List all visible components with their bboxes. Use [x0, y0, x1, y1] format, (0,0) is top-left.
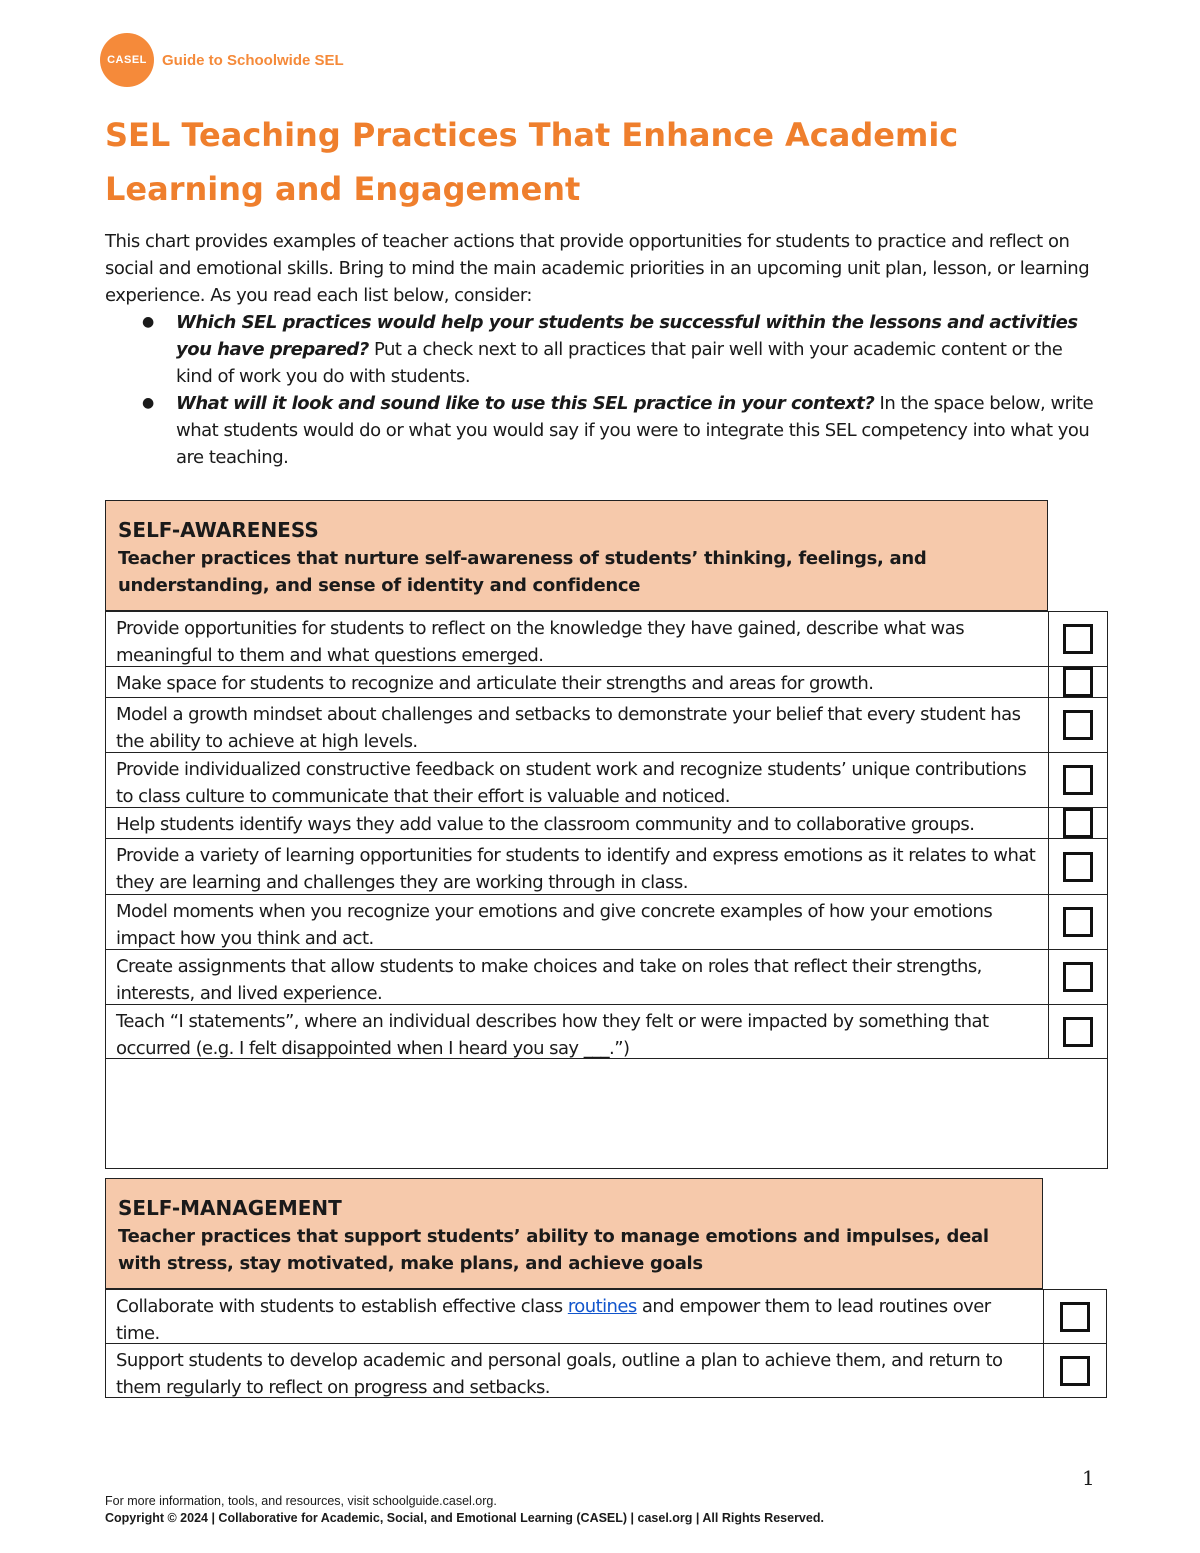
practice-row [105, 667, 1108, 698]
practice-row [105, 1289, 1107, 1344]
checkbox-cell [1048, 950, 1107, 1004]
checkbox-cell [1048, 895, 1107, 949]
practice-checkbox[interactable] [1063, 852, 1093, 882]
intro-paragraph: This chart provides examples of teacher actions that provide opportunities for students to practice and reflect on social and emotional skills. Bring to mind the main academic priorities in an upcoming unit plan, lesson, or learning experience. As you read each list below, consider: [105, 231, 1090, 306]
bullet-bold-text: Which SEL practices would help your students be successful within the lessons and activities you have prepared? [176, 312, 1078, 360]
bullet-text: Put a check next to all practices that pair well with your academic content or the kind of work you do with students. [176, 339, 1063, 387]
checkbox-cell [1048, 612, 1107, 666]
bullet-text: In the space below, write what students would do or what you would say if you were to integrate this SEL competency into what you are teaching. [176, 393, 1094, 468]
practice-row [105, 1005, 1108, 1059]
practice-checkbox[interactable] [1063, 907, 1093, 937]
intro-bullets [105, 309, 1095, 471]
practice-text: Model a growth mindset about challenges and setbacks to demonstrate your belief that every student has the ability to achieve at high levels. [116, 704, 1021, 752]
self-management-section [105, 1178, 1107, 1398]
footer-info: For more information, tools, and resources, visit schoolguide.casel.org. [105, 1494, 497, 1508]
practice-checkbox[interactable] [1063, 667, 1093, 697]
intro-bullet [142, 309, 1095, 390]
practice-checkbox[interactable] [1063, 765, 1093, 795]
intro [105, 228, 1095, 471]
practice-text-part: and empower them to lead routines over time. [116, 1296, 991, 1344]
practice-text: Provide opportunities for students to reflect on the knowledge they have gained, describe what was meaningful to them and what questions emerged. [116, 618, 965, 666]
checkbox-cell [1048, 1005, 1107, 1058]
practice-text [106, 1290, 1043, 1343]
bullet-bold-text: What will it look and sound like to use this SEL practice in your context? [176, 393, 875, 414]
practice-checkbox[interactable] [1060, 1302, 1090, 1332]
practice-row [105, 753, 1108, 808]
practice-checkbox[interactable] [1063, 710, 1093, 740]
section-title: SELF-AWARENESS [118, 518, 319, 542]
practice-row [105, 611, 1108, 667]
notes-area[interactable] [105, 1059, 1108, 1169]
practice-text: Make space for students to recognize and articulate their strengths and areas for growth. [116, 673, 874, 694]
checkbox-cell [1043, 1344, 1106, 1397]
practice-checkbox[interactable] [1063, 1017, 1093, 1047]
checkbox-cell [1048, 808, 1107, 838]
practice-text-part: Collaborate with students to establish effective class [116, 1296, 568, 1317]
checkbox-cell [1048, 753, 1107, 807]
checkbox-cell [1048, 698, 1107, 752]
practice-checkbox[interactable] [1063, 808, 1093, 838]
practice-checkbox[interactable] [1063, 624, 1093, 654]
casel-logo: CASEL [100, 33, 154, 87]
practice-checkbox[interactable] [1063, 962, 1093, 992]
self-awareness-section [105, 500, 1108, 1169]
practice-text: Model moments when you recognize your emotions and give concrete examples of how your emotions impact how you think and act. [116, 901, 993, 949]
practice-text: Provide a variety of learning opportunities for students to identify and express emotions as it relates to what they are learning and challenges they are working through in class. [116, 845, 1036, 893]
document-title: SEL Teaching Practices That Enhance Academic Learning and Engagement [105, 116, 959, 208]
intro-bullet [142, 390, 1095, 471]
practice-checkbox[interactable] [1060, 1356, 1090, 1386]
practice-text: Help students identify ways they add value to the classroom community and to collaborative groups. [116, 814, 975, 835]
section-subtitle: Teacher practices that nurture self-awareness of students’ thinking, feelings, and understanding, and sense of identity and confidence [118, 548, 927, 596]
checkbox-cell [1048, 667, 1107, 697]
section-title: SELF-MANAGEMENT [118, 1196, 342, 1220]
section-subtitle: Teacher practices that support students’ ability to manage emotions and impulses, deal with stress, stay motivated, make plans, and achieve goals [118, 1226, 989, 1274]
section-header [105, 1178, 1043, 1289]
practice-row [105, 839, 1108, 895]
header-title: Guide to Schoolwide SEL [162, 51, 344, 69]
checkbox-cell [1043, 1290, 1106, 1343]
bullet-icon: ● [142, 314, 154, 330]
bullet-icon: ● [142, 395, 154, 411]
page-footer [105, 1493, 824, 1527]
practice-text: Support students to develop academic and personal goals, outline a plan to achieve them, and return to them regularly to reflect on progress and setbacks. [116, 1350, 1003, 1398]
practice-row [105, 808, 1108, 839]
practice-row [105, 950, 1108, 1005]
practice-text: Provide individualized constructive feedback on student work and recognize students’ unique contributions to class culture to communicate that their effort is valuable and noticed. [116, 759, 1027, 807]
practice-row [105, 895, 1108, 950]
practice-text: Create assignments that allow students to make choices and take on roles that reflect their strengths, interests, and lived experience. [116, 956, 982, 1004]
practice-row [105, 698, 1108, 753]
section-header [105, 500, 1048, 611]
routines-link[interactable]: routines [567, 1296, 637, 1317]
practice-row [105, 1344, 1107, 1398]
practice-text: Teach “I statements”, where an individual describes how they felt or were impacted by something that occurred (e.g. I felt disappointed when I heard you say ___.”) [116, 1011, 989, 1059]
page-number: 1 [1082, 1466, 1095, 1490]
page-header [100, 34, 344, 86]
footer-copyright: Copyright © 2024 | Collaborative for Academic, Social, and Emotional Learning (CASEL) | casel.org | All Rights Reserved. [105, 1511, 824, 1525]
checkbox-cell [1048, 839, 1107, 894]
